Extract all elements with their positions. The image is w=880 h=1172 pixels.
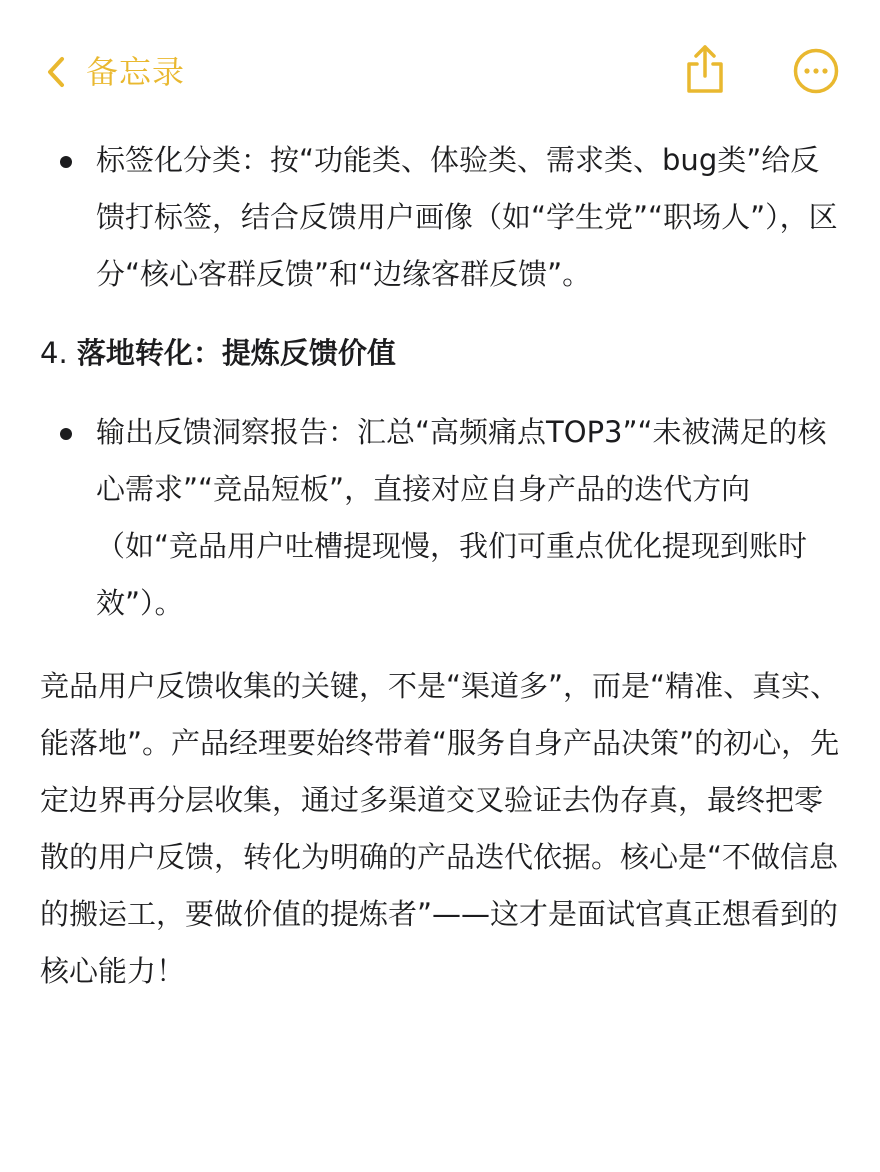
more-button[interactable] bbox=[793, 48, 839, 94]
share-icon bbox=[682, 81, 728, 100]
back-button[interactable] bbox=[44, 44, 185, 100]
navigation-bar bbox=[0, 0, 880, 140]
section-number: 4. bbox=[40, 336, 68, 370]
list-item: 标签化分类：按“功能类、体验类、需求类、bug类”给反馈打标签，结合反馈用户画像（如“学生党”“职场人”），区分“核心客群反馈”和“边缘客群反馈”。 bbox=[40, 132, 840, 303]
more-icon bbox=[793, 79, 839, 98]
summary-paragraph: 竞品用户反馈收集的关键，不是“渠道多”，而是“精准、真实、能落地”。产品经理要始终带着“服务自身产品决策”的初心，先定边界再分层收集，通过多渠道交叉验证去伪存真，最终把零散的用户反馈，转化为明确的产品迭代依据。核心是“不做信息的搬运工，要做价值的提炼者”——这才是面试官真正想看到的核心能力！ bbox=[40, 669, 840, 988]
list-item: 输出反馈洞察报告：汇总“高频痛点TOP3”“未被满足的核心需求”“竞品短板”，直接对应自身产品的迭代方向（如“竞品用户吐槽提现慢，我们可重点优化提现到账时效”）。 bbox=[40, 404, 840, 632]
bullet-list bbox=[40, 132, 840, 303]
chevron-left-icon bbox=[44, 54, 68, 90]
section-heading bbox=[40, 325, 840, 382]
bullet-list bbox=[40, 404, 840, 632]
back-label: 备忘录 bbox=[86, 53, 186, 91]
section-title: 落地转化：提炼反馈价值 bbox=[76, 336, 396, 370]
share-button[interactable] bbox=[682, 44, 728, 96]
note-body[interactable] bbox=[40, 132, 840, 1000]
